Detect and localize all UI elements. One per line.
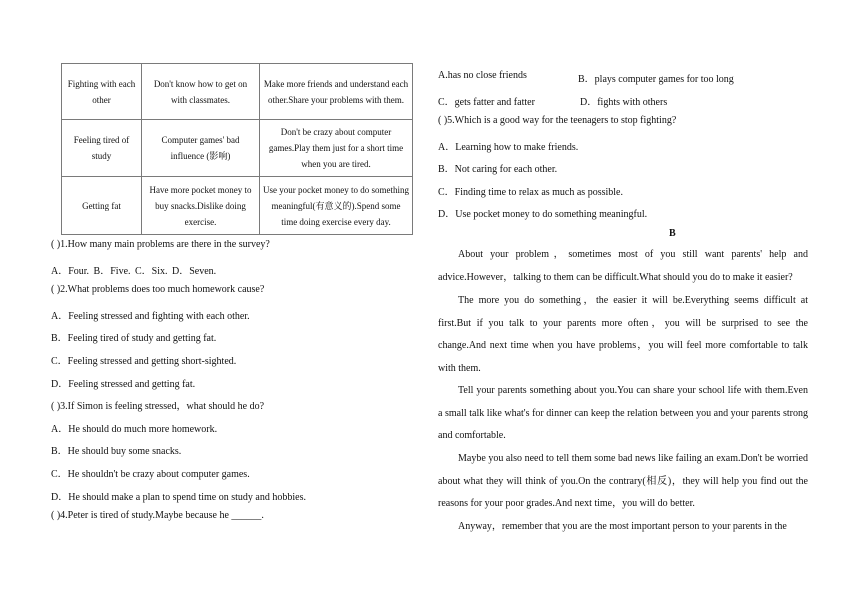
option-d: D．Use pocket money to do something meaningful.: [438, 209, 648, 220]
table-cell: Feeling tired of study: [62, 120, 142, 177]
option-a: A.has no close friends: [438, 70, 527, 81]
option-c: C．Finding time to relax as much as possible.: [438, 187, 623, 198]
table-row: [62, 120, 413, 177]
option-b: B．He should buy some snacks.: [51, 446, 182, 457]
passage-paragraph: The more you do something，the easier it will be.Everything seems difficult at first.But if you talk to your parents more often，you will be surprised to see the change.And next time when you have problems，you will feel more comfortable to talk with them.: [438, 295, 808, 374]
table-cell: Computer games' bad influence (影响): [142, 120, 260, 177]
question-1-options: A．Four. B．Five. C．Six. D．Seven.: [51, 266, 217, 277]
question-5: ( )5.Which is a good way for the teenagers to stop fighting?: [438, 115, 677, 126]
option-d: D．fights with others: [580, 97, 668, 108]
option-a: A．Learning how to make friends.: [438, 142, 579, 153]
question-1: ( )1.How many main problems are there in the survey?: [51, 239, 270, 250]
table-row: [62, 177, 413, 235]
passage-paragraph: Anyway，remember that you are the most important person to your parents in the: [458, 521, 787, 532]
table-cell: Use your pocket money to do something meaningful(有意义的).Spend some time doing exercise every day.: [260, 177, 413, 235]
table-row: [62, 64, 413, 120]
option-c: C．gets fatter and fatter: [438, 97, 535, 108]
option-b: B．Feeling tired of study and getting fat.: [51, 333, 217, 344]
table-cell: Don't be crazy about computer games.Play them just for a short time when you are tired.: [260, 120, 413, 177]
question-3: ( )3.If Simon is feeling stressed，what should he do?: [51, 401, 265, 412]
table-cell: Don't know how to get on with classmates.: [142, 64, 260, 120]
table-cell: Fighting with each other: [62, 64, 142, 120]
option-b: B．plays computer games for too long: [578, 74, 734, 85]
section-heading: B: [669, 228, 676, 239]
table-cell: Make more friends and understand each other.Share your problems with them.: [260, 64, 413, 120]
option-c: C．He shouldn't be crazy about computer games.: [51, 469, 250, 480]
passage-paragraph: Tell your parents something about you.You can share your school life with them.Even a small talk like what's for dinner can keep the relation between you and your parents strong and comfortable.: [438, 385, 808, 441]
table-cell: Have more pocket money to buy snacks.Dislike doing exercise.: [142, 177, 260, 235]
option-d: D．He should make a plan to spend time on study and hobbies.: [51, 492, 306, 503]
passage-paragraph: About your problem，sometimes most of you still want parents' help and advice.However，talking to them can be difficult.What should you do to make it easier?: [438, 249, 808, 283]
option-a: A．He should do much more homework.: [51, 424, 218, 435]
question-4: ( )4.Peter is tired of study.Maybe because he ______.: [51, 510, 264, 521]
table-cell: Getting fat: [62, 177, 142, 235]
option-c: C．Feeling stressed and getting short-sighted.: [51, 356, 237, 367]
option-b: B．Not caring for each other.: [438, 164, 558, 175]
option-a: A．Feeling stressed and fighting with each other.: [51, 311, 250, 322]
question-2: ( )2.What problems does too much homework cause?: [51, 284, 265, 295]
survey-table: [61, 63, 413, 235]
option-d: D．Feeling stressed and getting fat.: [51, 379, 196, 390]
passage-paragraph: Maybe you also need to tell them some bad news like failing an exam.Don't be worried about what they will think of you.On the contrary(相反)，they will help you find out the reasons for your poor grades.And next time，you will do better.: [438, 453, 808, 509]
